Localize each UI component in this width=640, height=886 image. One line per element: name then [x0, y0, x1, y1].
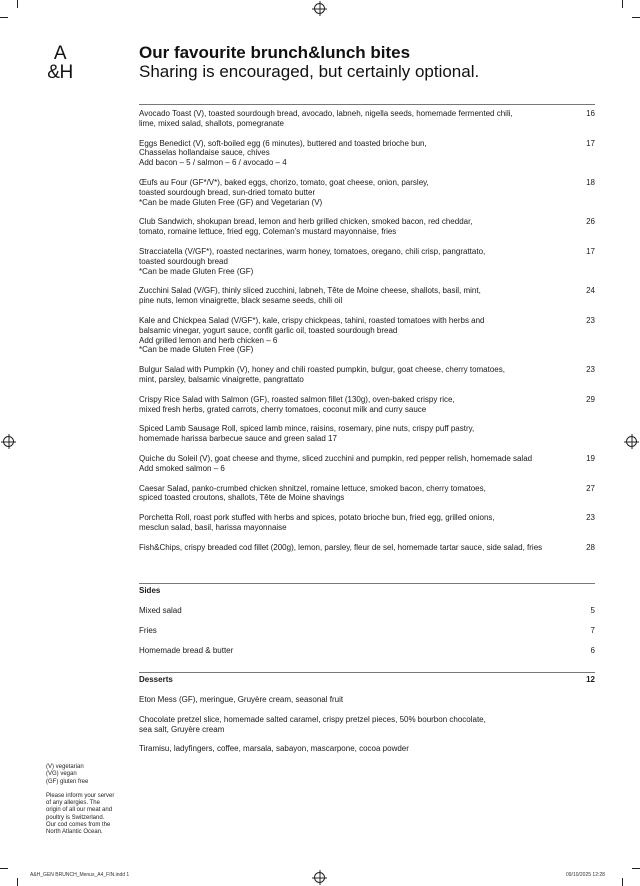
menu-item-description: Fish&Chips, crispy breaded cod fillet (200g), lemon, parsley, fleur de sel, homemade tartar sauce, side salad, fries — [139, 542, 543, 552]
divider — [139, 672, 595, 673]
menu-item-description: Eggs Benedict (V), soft-boiled egg (6 minutes), buttered and toasted brioche bun, Chasselas hollandaise sauce, chives Add bacon – 5 / salmon – 6 / avocado – 4 — [139, 138, 427, 168]
menu-item-price: 18 — [586, 177, 595, 187]
crop-mark — [0, 868, 8, 869]
registration-mark-left — [3, 436, 14, 447]
menu-item-description: Œufs au Four (GF*/V*), baked eggs, chorizo, tomato, goat cheese, onion, parsley, toasted sourdough bread, sun-dried tomato butter *Can be made Gluten Free (GF) and Vegetarian (V) — [139, 177, 429, 207]
menu-item — [139, 247, 595, 276]
divider — [139, 104, 595, 105]
menu-item-price: 28 — [586, 542, 595, 552]
menu-item-description: Crispy Rice Salad with Salmon (GF), roasted salmon fillet (130g), oven-baked crispy rice, mixed fresh herbs, grated carrots, cherry tomatoes, coconut milk and curry sauce — [139, 394, 455, 414]
menu-item — [139, 365, 595, 385]
menu-item — [139, 178, 595, 207]
menu-item-price: 29 — [586, 394, 595, 404]
menu-list — [139, 109, 595, 563]
side-item — [139, 646, 595, 656]
desserts-section — [139, 675, 595, 754]
menu-item-description: Caesar Salad, panko-crumbed chicken shnitzel, romaine lettuce, smoked bacon, cherry tomatoes, spiced toasted croutons, shallots, Tête de Moine shavings — [139, 483, 486, 503]
desserts-price: 12 — [586, 675, 595, 684]
menu-item-price: 16 — [586, 109, 595, 118]
menu-item-description: Porchetta Roll, roast pork stuffed with herbs and spices, potato brioche bun, fried egg, grilled onions, mesclun salad, basil, harissa mayonnaise — [139, 513, 495, 532]
registration-mark-bottom — [314, 872, 325, 883]
desserts-heading — [139, 675, 595, 685]
print-file-name: A&H_GEN BRUNCH_Menus_A4_FIN.indd 1 — [30, 872, 130, 878]
sides-title: Sides — [139, 586, 161, 595]
menu-item-price: 26 — [586, 217, 595, 227]
crop-mark — [622, 878, 623, 886]
menu-item-price: 23 — [586, 315, 595, 325]
logo-line-2: &H — [47, 62, 73, 83]
menu-item-description: Kale and Chickpea Salad (V/GF*), kale, crispy chickpeas, tahini, roasted tomatoes with herbs and balsamic vinegar, yogurt sauce, confit garlic oil, toasted sourdough bread Add grilled lemon and herb chicken – 6 *Can be made Gluten Free (GF) — [139, 315, 485, 355]
crop-mark — [632, 868, 640, 869]
menu-item-price: 17 — [586, 246, 595, 256]
menu-item-description: Quiche du Soleil (V), goat cheese and thyme, sliced zucchini and pumpkin, red pepper relish, homemade salad Add smoked salmon – 6 — [139, 453, 533, 473]
page-header — [139, 43, 609, 81]
allergy-notice: Please inform your server of any allergies. The origin of all our meat and poultry is Switzerland. Our cod comes from the North Atlantic Ocean. — [46, 792, 115, 836]
menu-item-description: Stracciatella (V/GF*), roasted nectarines, warm honey, tomatoes, oregano, chili crisp, pangrattato, toasted sourdough bread *Can be made Gluten Free (GF) — [139, 246, 486, 276]
registration-mark-top — [314, 3, 325, 14]
menu-item — [139, 513, 595, 533]
menu-item — [139, 454, 595, 474]
menu-item-description: Spiced Lamb Sausage Roll, spiced lamb mince, raisins, rosemary, pine nuts, crispy puff pastry, homemade harissa barbecue sauce and green salad 17 — [139, 424, 475, 444]
side-item-price: 6 — [590, 646, 595, 655]
menu-item — [139, 424, 595, 444]
dietary-notes — [46, 764, 128, 837]
menu-item-description: Zucchini Salad (V/GF), thinly sliced zucchini, labneh, Tête de Moine cheese, shallots, basil, mint, pine nuts, lemon vinaigrette, black sesame seeds, chili oil — [139, 286, 481, 306]
crop-mark — [632, 17, 640, 18]
menu-item — [139, 543, 595, 553]
crop-mark — [0, 17, 8, 18]
menu-item — [139, 217, 595, 237]
dietary-legend: (V) vegetarian (VG) vegan (GF) gluten free — [46, 764, 89, 785]
menu-item — [139, 109, 595, 129]
registration-mark-right — [626, 436, 637, 447]
menu-item-price: 23 — [586, 365, 595, 375]
crop-mark — [17, 878, 18, 886]
menu-item-description: Avocado Toast (V), toasted sourdough bread, avocado, labneh, nigella seeds, homemade fermented chili, lime, mixed salad, shallots, pomegranate — [139, 109, 513, 128]
menu-item — [139, 395, 595, 415]
menu-item-description: Bulgur Salad with Pumpkin (V), honey and chili roasted pumpkin, bulgur, goat cheese, cherry tomatoes, mint, parsley, balsamic vinaigrette, pangrattato — [139, 365, 505, 384]
menu-item-description: Club Sandwich, shokupan bread, lemon and herb grilled chicken, smoked bacon, red cheddar, tomato, romaine lettuce, fried egg, Coleman’s mustard mayonnaise, fries — [139, 217, 473, 237]
side-item-price: 7 — [590, 626, 595, 635]
dessert-item: Chocolate pretzel slice, homemade salted caramel, crispy pretzel pieces, 50% bourbon chocolate, sea salt, Gruyère cream — [139, 714, 486, 734]
side-item-price: 5 — [590, 606, 595, 615]
brand-logo — [44, 44, 76, 82]
menu-item — [139, 286, 595, 306]
menu-item-price: 27 — [586, 483, 595, 493]
sides-section — [139, 586, 595, 656]
print-timestamp: 09/10/2025 12:28 — [566, 872, 605, 878]
dessert-item: Eton Mess (GF), meringue, Gruyère cream, seasonal fruit — [139, 695, 344, 704]
page-subtitle: Sharing is encouraged, but certainly optional. — [139, 62, 480, 81]
crop-mark — [17, 0, 18, 8]
desserts-title: Desserts — [139, 675, 173, 684]
menu-item — [139, 484, 595, 504]
menu-item-price: 24 — [586, 286, 595, 296]
sides-heading — [139, 586, 595, 596]
divider — [139, 583, 595, 584]
logo-line-1: A — [53, 43, 67, 64]
side-item — [139, 626, 595, 636]
crop-mark — [622, 0, 623, 8]
menu-item — [139, 139, 595, 168]
menu-item-price: 23 — [586, 513, 595, 523]
dessert-item: Tiramisu, ladyfingers, coffee, marsala, sabayon, mascarpone, cocoa powder — [139, 744, 409, 754]
menu-item-price: 17 — [586, 138, 595, 148]
side-item-name: Homemade bread & butter — [139, 646, 234, 655]
menu-item-price: 19 — [586, 453, 595, 463]
side-item-name: Mixed salad — [139, 606, 182, 615]
page-title: Our favourite brunch&lunch bites — [139, 43, 411, 62]
menu-item — [139, 316, 595, 355]
side-item-name: Fries — [139, 626, 157, 635]
side-item — [139, 606, 595, 616]
